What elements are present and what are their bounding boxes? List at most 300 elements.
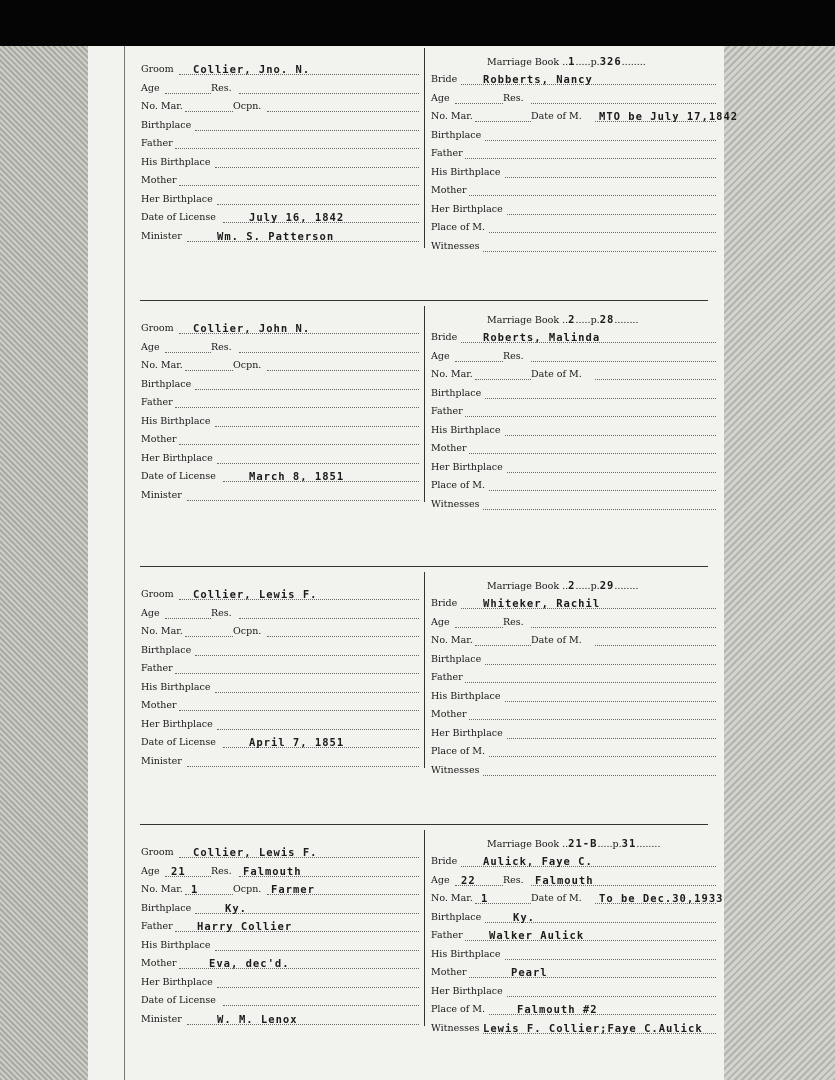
record-2-separator (140, 300, 708, 301)
record-1-groom-nomar-a-label: No. Mar. (141, 101, 183, 112)
record-1-bride-witnesses-label: Witnesses (431, 240, 480, 252)
record-4-groom-mother-label: Mother (141, 958, 177, 969)
scan-border (0, 0, 835, 46)
record-4-groom-mother-birthplace-label: Her Birthplace (141, 976, 213, 988)
record-2-groom-father (141, 395, 419, 411)
record-3-bride-nomar-a (431, 633, 531, 649)
record-3-groom-label: Groom (141, 589, 174, 600)
record-3-groom-nomar-a (141, 624, 233, 640)
record-1-bride-age-a-line (455, 103, 503, 104)
record-4-bride-witnesses-value: Lewis F. Collier;Faye C.Aulick (483, 1022, 703, 1035)
record-1-groom-minister (141, 229, 419, 245)
record-2-groom-nomar-b (233, 358, 419, 374)
record-1-groom-minister-label: Minister (141, 230, 182, 242)
record-3-bride-birthplace-label: Birthplace (431, 653, 482, 665)
record-3-groom-father (141, 661, 419, 677)
record-3-groom-mother-birthplace-line (217, 729, 419, 730)
record-4-bride-age-a-label: Age (431, 874, 450, 886)
record-4-groom-minister (141, 1012, 419, 1028)
record-3-bride-father-birthplace (431, 689, 716, 705)
record-4-bride-birthplace (431, 910, 716, 926)
record-1-marriage-book-number: 1 (568, 56, 576, 68)
record-1-groom-father-birthplace-line (215, 167, 419, 168)
record-1-bride-nomar-b (531, 109, 739, 125)
record-4-groom-value: Collier, Lewis F. (193, 847, 318, 859)
record-4-bride-mother-birthplace (431, 984, 716, 1000)
record-4-bride-nomar-a (431, 891, 531, 907)
record-2-bride-place-label: Place of M. (431, 480, 486, 491)
record-2-bride-mother-label: Mother (431, 443, 467, 454)
record-2-groom-minister-line (187, 500, 419, 501)
record-2-marriage-book-number: 2 (568, 314, 576, 326)
record-3-bride-label: Bride (431, 598, 458, 609)
record-4-bride-father-birthplace (431, 947, 716, 963)
record-2-groom (141, 321, 419, 337)
record-1-bride-birthplace (431, 128, 716, 144)
record-1-marriage-book-label: Marriage Book (487, 57, 560, 68)
record-4-page-number: 31 (621, 838, 637, 850)
record-1-bride (431, 72, 716, 88)
record-4-bride-birthplace-value: Ky. (513, 911, 535, 924)
record-4-groom-nomar-a-value: 1 (191, 884, 199, 896)
record-3-groom-nomar-a-label: No. Mar. (141, 626, 183, 637)
record-3-bride-age-a-line (455, 627, 503, 628)
record-2-groom-minister (141, 488, 419, 504)
record-2-bride-nomar-a-label: No. Mar. (431, 369, 473, 380)
record-1-bride-nomar-b-value: MTO be July 17,1842 (599, 111, 739, 123)
record-2-groom-birthplace-label: Birthplace (141, 378, 192, 390)
record-4-bride-father-birthplace-line (505, 959, 716, 960)
record-2-groom-birthplace (141, 377, 419, 393)
record-3-bride-mother (431, 707, 716, 723)
record-1-bride-mother-birthplace-line (507, 214, 716, 215)
record-4-bride-nomar-a-value: 1 (481, 893, 489, 905)
record-2-bride-birthplace-label: Birthplace (431, 387, 482, 399)
record-3-groom-birthplace (141, 643, 419, 659)
record-2-bride-witnesses-line (483, 509, 716, 510)
record-1-bride-witnesses-line (483, 251, 716, 252)
record-1-groom-birthplace (141, 118, 419, 134)
record-1-groom-father (141, 136, 419, 152)
record-1-bride-birthplace-label: Birthplace (431, 129, 482, 141)
record-3-bride-witnesses-line (483, 775, 716, 776)
record-1-groom-mother (141, 173, 419, 189)
record-3-groom-minister (141, 754, 419, 770)
record-3-groom-father-label: Father (141, 663, 173, 674)
record-2-groom-father-line (175, 407, 419, 408)
record-3-bride-age-b (503, 615, 716, 631)
record-4-bride-nomar-b (531, 891, 724, 907)
record-1-groom-father-line (175, 148, 419, 149)
record-3-bride-nomar-a-label: No. Mar. (431, 635, 473, 646)
record-2-bride-father-birthplace-line (505, 435, 716, 436)
record-4-bride-nomar-b-value: To be Dec.30,1933 (599, 893, 724, 905)
record-1-groom-age-b-label: Res. (211, 82, 232, 94)
record-3-groom-nomar-a-line (185, 636, 233, 637)
record-1-bride-age-a (431, 91, 503, 107)
record-4-bride-father-birthplace-label: His Birthplace (431, 948, 501, 960)
record-2-groom-value: Collier, John N. (193, 323, 311, 335)
record-1-groom-nomar-b-label: Ocpn. (233, 101, 262, 112)
record-1-groom-mother-birthplace-label: Her Birthplace (141, 193, 213, 205)
record-3-groom-nomar-b-line (267, 636, 419, 637)
record-3-groom-minister-line (187, 766, 419, 767)
record-3-bride-mother-birthplace-label: Her Birthplace (431, 727, 503, 739)
scan-margin-left (0, 46, 88, 1080)
record-4-column-divider (424, 830, 425, 1026)
record-2-groom-father-birthplace (141, 414, 419, 430)
record-2-bride-nomar-a (431, 367, 531, 383)
record-2-groom-mother-line (179, 444, 419, 445)
record-2-bride-mother-birthplace (431, 460, 716, 476)
record-4-bride-age-b-label: Res. (503, 874, 524, 886)
record-3-marriage-book: Marriage Book ..2.....p.29........ (487, 580, 639, 592)
record-2-bride-witnesses (431, 497, 716, 513)
record-3-bride-father-label: Father (431, 672, 463, 683)
record-2-page-number: 28 (599, 314, 615, 326)
record-1-marriage-book: Marriage Book ..1.....p.326........ (487, 56, 646, 68)
record-2-bride-mother-birthplace-label: Her Birthplace (431, 461, 503, 473)
record-4-bride-value: Aulick, Faye C. (483, 856, 593, 868)
record-3-groom-age-b-label: Res. (211, 607, 232, 619)
record-3-bride-place-line (489, 756, 716, 757)
record-2-groom-father-label: Father (141, 397, 173, 408)
record-3-bride-age-a (431, 615, 503, 631)
record-3-groom-nomar-b (233, 624, 419, 640)
record-4-groom-nomar-a-label: No. Mar. (141, 884, 183, 895)
record-1-bride-label: Bride (431, 74, 458, 85)
record-2-groom-age-a (141, 340, 211, 356)
record-1-bride-father-birthplace-line (505, 177, 716, 178)
record-3-groom-value: Collier, Lewis F. (193, 589, 318, 601)
record-2-groom-mother (141, 432, 419, 448)
record-3-groom-father-line (175, 673, 419, 674)
record-2-bride-witnesses-label: Witnesses (431, 498, 480, 510)
record-1-groom-age-a (141, 81, 211, 97)
record-2-groom-birthplace-line (195, 389, 419, 390)
record-2-marriage-book: Marriage Book ..2.....p.28........ (487, 314, 639, 326)
record-1-groom-age-a-label: Age (141, 82, 160, 94)
record-3-groom-license (141, 735, 419, 751)
record-4-groom-minister-label: Minister (141, 1013, 182, 1025)
record-4-bride-witnesses-label: Witnesses (431, 1022, 480, 1034)
record-2-groom-label: Groom (141, 323, 174, 334)
record-1-bride-place-label: Place of M. (431, 222, 486, 233)
record-3-bride-age-b-line (531, 627, 716, 628)
record-4-page-prefix: p. (612, 839, 622, 850)
record-2-bride-place (431, 478, 716, 494)
record-1-bride-value: Robberts, Nancy (483, 74, 593, 86)
record-3-groom-age-a-label: Age (141, 607, 160, 619)
record-1-bride-birthplace-line (485, 140, 716, 141)
record-3-bride-birthplace (431, 652, 716, 668)
record-1-groom (141, 62, 419, 78)
record-2-bride-mother (431, 441, 716, 457)
record-4-groom-birthplace-label: Birthplace (141, 902, 192, 914)
record-4-bride-mother (431, 965, 716, 981)
record-1-groom-label: Groom (141, 64, 174, 75)
record-4-groom-age-b (211, 864, 419, 880)
record-2-groom-age-b (211, 340, 419, 356)
record-4-bride-label: Bride (431, 856, 458, 867)
record-2-groom-license-value: March 8, 1851 (249, 471, 345, 483)
record-2-groom-father-birthplace-label: His Birthplace (141, 415, 211, 427)
record-1-bride-mother (431, 183, 716, 199)
record-1-groom-license-value: July 16, 1842 (249, 212, 345, 224)
record-3-groom-age-a (141, 606, 211, 622)
record-3-bride-witnesses (431, 763, 716, 779)
record-2-bride-birthplace-line (485, 398, 716, 399)
record-4-bride-age-b (503, 873, 716, 889)
record-4-groom-mother-value: Eva, dec'd. (209, 958, 290, 970)
record-4-bride-father (431, 928, 716, 944)
scan-margin-right (724, 46, 835, 1080)
record-3-groom-age-b-line (239, 618, 419, 619)
record-3-groom-mother-line (179, 710, 419, 711)
record-1-groom-license (141, 210, 419, 226)
record-2-bride-nomar-a-line (475, 379, 531, 380)
record-1-bride-mother-line (469, 195, 716, 196)
record-4-bride-mother-line (469, 977, 716, 978)
record-4-groom-father-value: Harry Collier (197, 921, 293, 933)
record-4-groom-father-birthplace (141, 938, 419, 954)
record-2-groom-age-a-line (165, 352, 211, 353)
record-2-page-prefix: p. (590, 315, 600, 326)
record-4-bride-mother-label: Mother (431, 967, 467, 978)
record-3-groom (141, 587, 419, 603)
record-3-groom-father-birthplace-label: His Birthplace (141, 681, 211, 693)
record-4-groom-mother-birthplace-line (217, 987, 419, 988)
record-3-groom-nomar-b-label: Ocpn. (233, 626, 262, 637)
record-3-bride-age-a-label: Age (431, 616, 450, 628)
record-1-bride-mother-label: Mother (431, 185, 467, 196)
record-1-bride-father (431, 146, 716, 162)
record-4-bride-birthplace-label: Birthplace (431, 911, 482, 923)
record-1-groom-nomar-b (233, 99, 419, 115)
record-3-marriage-book-number: 2 (568, 580, 576, 592)
record-2-bride-birthplace (431, 386, 716, 402)
record-4-bride-mother-birthplace-label: Her Birthplace (431, 985, 503, 997)
record-4-bride-mother-value: Pearl (511, 967, 548, 979)
record-2-groom-nomar-b-label: Ocpn. (233, 360, 262, 371)
record-3-bride-witnesses-label: Witnesses (431, 764, 480, 776)
record-3-page-number: 29 (599, 580, 615, 592)
record-4-groom-nomar-b (233, 882, 419, 898)
record-4-bride-witnesses (431, 1021, 716, 1037)
record-2-groom-nomar-a-label: No. Mar. (141, 360, 183, 371)
record-3-bride-place-label: Place of M. (431, 746, 486, 757)
record-4-groom-nomar-b-label: Ocpn. (233, 884, 262, 895)
record-3-groom-mother-label: Mother (141, 700, 177, 711)
record-1-bride-nomar-a-label: No. Mar. (431, 111, 473, 122)
record-1-bride-witnesses (431, 239, 716, 255)
record-3-groom-birthplace-line (195, 655, 419, 656)
record-2-groom-license (141, 469, 419, 485)
record-1-bride-nomar-a (431, 109, 531, 125)
record-3-bride-father (431, 670, 716, 686)
record-1-bride-father-line (465, 158, 716, 159)
record-2-bride-nomar-b-line (595, 379, 716, 380)
record-4-groom-license-line (223, 1005, 419, 1006)
record-3-groom-age-a-line (165, 618, 211, 619)
record-1-groom-age-b-line (239, 93, 419, 94)
record-1-bride-mother-birthplace-label: Her Birthplace (431, 203, 503, 215)
record-2-groom-mother-birthplace-line (217, 463, 419, 464)
record-2-groom-nomar-b-line (267, 370, 419, 371)
record-2-groom-mother-birthplace (141, 451, 419, 467)
record-3-bride-father-birthplace-line (505, 701, 716, 702)
record-3-groom-father-birthplace (141, 680, 419, 696)
record-4-bride-father-value: Walker Aulick (489, 930, 585, 942)
record-3-bride-value: Whiteker, Rachil (483, 598, 601, 610)
record-3-groom-mother-birthplace-label: Her Birthplace (141, 718, 213, 730)
record-3-bride-mother-label: Mother (431, 709, 467, 720)
record-1-groom-mother-line (179, 185, 419, 186)
record-2-groom-mother-birthplace-label: Her Birthplace (141, 452, 213, 464)
record-4-bride-place-value: Falmouth #2 (517, 1004, 598, 1016)
record-4-groom-nomar-a (141, 882, 233, 898)
record-2-groom-nomar-a-line (185, 370, 233, 371)
record-4-bride-father-label: Father (431, 930, 463, 941)
record-4-bride-mother-birthplace-line (507, 996, 716, 997)
record-1-groom-father-label: Father (141, 138, 173, 149)
record-2-bride-value: Roberts, Malinda (483, 332, 601, 344)
record-3-groom-birthplace-label: Birthplace (141, 644, 192, 656)
record-3-column-divider (424, 572, 425, 768)
card-margin-rule (124, 46, 125, 1080)
record-4-groom-license-label: Date of License (141, 995, 216, 1006)
record-2-bride-age-b-line (531, 361, 716, 362)
record-1-page-prefix: p. (590, 57, 600, 68)
record-4-groom-age-b-label: Res. (211, 865, 232, 877)
record-1-bride-age-a-label: Age (431, 92, 450, 104)
record-3-bride-nomar-b-label: Date of M. (531, 635, 582, 646)
record-1-page-number: 326 (599, 56, 622, 68)
record-4-groom-label: Groom (141, 847, 174, 858)
record-1-bride-mother-birthplace (431, 202, 716, 218)
record-2-bride-age-b (503, 349, 716, 365)
record-2-groom-age-b-line (239, 352, 419, 353)
record-2-bride-mother-line (469, 453, 716, 454)
record-3-bride-father-birthplace-label: His Birthplace (431, 690, 501, 702)
record-1-bride-age-b-line (531, 103, 716, 104)
record-3-groom-father-birthplace-line (215, 692, 419, 693)
record-4-bride-place (431, 1002, 716, 1018)
record-3-groom-age-b (211, 606, 419, 622)
record-2-groom-age-a-label: Age (141, 341, 160, 353)
record-3-bride-father-line (465, 682, 716, 683)
record-4-bride-age-a (431, 873, 503, 889)
record-1-groom-license-label: Date of License (141, 212, 216, 223)
record-2-bride-father-label: Father (431, 406, 463, 417)
record-1-groom-birthplace-line (195, 130, 419, 131)
record-4-bride-age-b-value: Falmouth (535, 874, 594, 887)
record-2-bride-father-line (465, 416, 716, 417)
record-4-groom-age-a-value: 21 (171, 865, 186, 878)
record-3-groom-license-value: April 7, 1851 (249, 737, 345, 749)
record-4-groom-age-a-label: Age (141, 865, 160, 877)
record-2-bride-mother-birthplace-line (507, 472, 716, 473)
record-4-groom-father-birthplace-label: His Birthplace (141, 939, 211, 951)
record-1-groom-birthplace-label: Birthplace (141, 119, 192, 131)
record-4-separator (140, 824, 708, 825)
record-3-groom-mother (141, 698, 419, 714)
record-3-separator (140, 566, 708, 567)
record-4-groom-age-a (141, 864, 211, 880)
record-1-groom-age-b (211, 81, 419, 97)
record-4-marriage-book-number: 21-B (568, 838, 598, 850)
record-3-bride-mother-birthplace-line (507, 738, 716, 739)
record-3-bride-birthplace-line (485, 664, 716, 665)
record-4-groom-father (141, 919, 419, 935)
record-2-bride-nomar-b-label: Date of M. (531, 369, 582, 380)
record-4-bride (431, 854, 716, 870)
record-3-bride-mother-line (469, 719, 716, 720)
record-1-groom-father-birthplace (141, 155, 419, 171)
record-4-marriage-book: Marriage Book ..21-B.....p.31........ (487, 838, 661, 850)
record-4-groom-minister-value: W. M. Lenox (217, 1013, 298, 1026)
record-2-bride-age-a-line (455, 361, 503, 362)
record-2-bride-age-a (431, 349, 503, 365)
record-4-groom-mother-birthplace (141, 975, 419, 991)
record-1-groom-minister-value: Wm. S. Patterson (217, 230, 335, 243)
record-3-page-prefix: p. (590, 581, 600, 592)
record-2-bride (431, 330, 716, 346)
record-4-groom-father-label: Father (141, 921, 173, 932)
record-4-bride-nomar-b-label: Date of M. (531, 893, 582, 904)
record-3-bride (431, 596, 716, 612)
record-2-bride-father (431, 404, 716, 420)
record-3-groom-license-label: Date of License (141, 737, 216, 748)
record-1-bride-age-b (503, 91, 716, 107)
record-1-bride-father-birthplace-label: His Birthplace (431, 166, 501, 178)
record-2-bride-age-a-label: Age (431, 350, 450, 362)
record-2-groom-minister-label: Minister (141, 489, 182, 501)
record-1-groom-value: Collier, Jno. N. (193, 64, 311, 76)
record-1-bride-father-label: Father (431, 148, 463, 159)
record-4-groom-license (141, 993, 419, 1009)
record-2-bride-age-b-label: Res. (503, 350, 524, 362)
record-3-bride-nomar-b (531, 633, 716, 649)
record-2-marriage-book-label: Marriage Book (487, 315, 560, 326)
record-3-bride-place (431, 744, 716, 760)
record-1-column-divider (424, 48, 425, 248)
record-1-bride-father-birthplace (431, 165, 716, 181)
record-3-bride-nomar-b-line (595, 645, 716, 646)
record-1-groom-mother-label: Mother (141, 175, 177, 186)
record-1-groom-father-birthplace-label: His Birthplace (141, 156, 211, 168)
record-4-groom-age-b-value: Falmouth (243, 865, 302, 878)
record-2-bride-father-birthplace (431, 423, 716, 439)
record-4-groom-nomar-b-value: Farmer (271, 884, 315, 896)
record-1-groom-mother-birthplace-line (217, 204, 419, 205)
record-3-bride-nomar-a-line (475, 645, 531, 646)
record-2-bride-father-birthplace-label: His Birthplace (431, 424, 501, 436)
record-1-bride-place (431, 220, 716, 236)
record-3-groom-mother-birthplace (141, 717, 419, 733)
record-1-groom-mother-birthplace (141, 192, 419, 208)
record-2-groom-nomar-a (141, 358, 233, 374)
record-2-column-divider (424, 306, 425, 502)
record-1-bride-place-line (489, 232, 716, 233)
record-1-groom-nomar-a (141, 99, 233, 115)
record-4-groom-father-birthplace-line (215, 950, 419, 951)
record-4-bride-nomar-a-label: No. Mar. (431, 893, 473, 904)
record-4-marriage-book-label: Marriage Book (487, 839, 560, 850)
record-1-groom-nomar-b-line (267, 111, 419, 112)
record-1-groom-nomar-a-line (185, 111, 233, 112)
record-2-bride-nomar-b (531, 367, 716, 383)
